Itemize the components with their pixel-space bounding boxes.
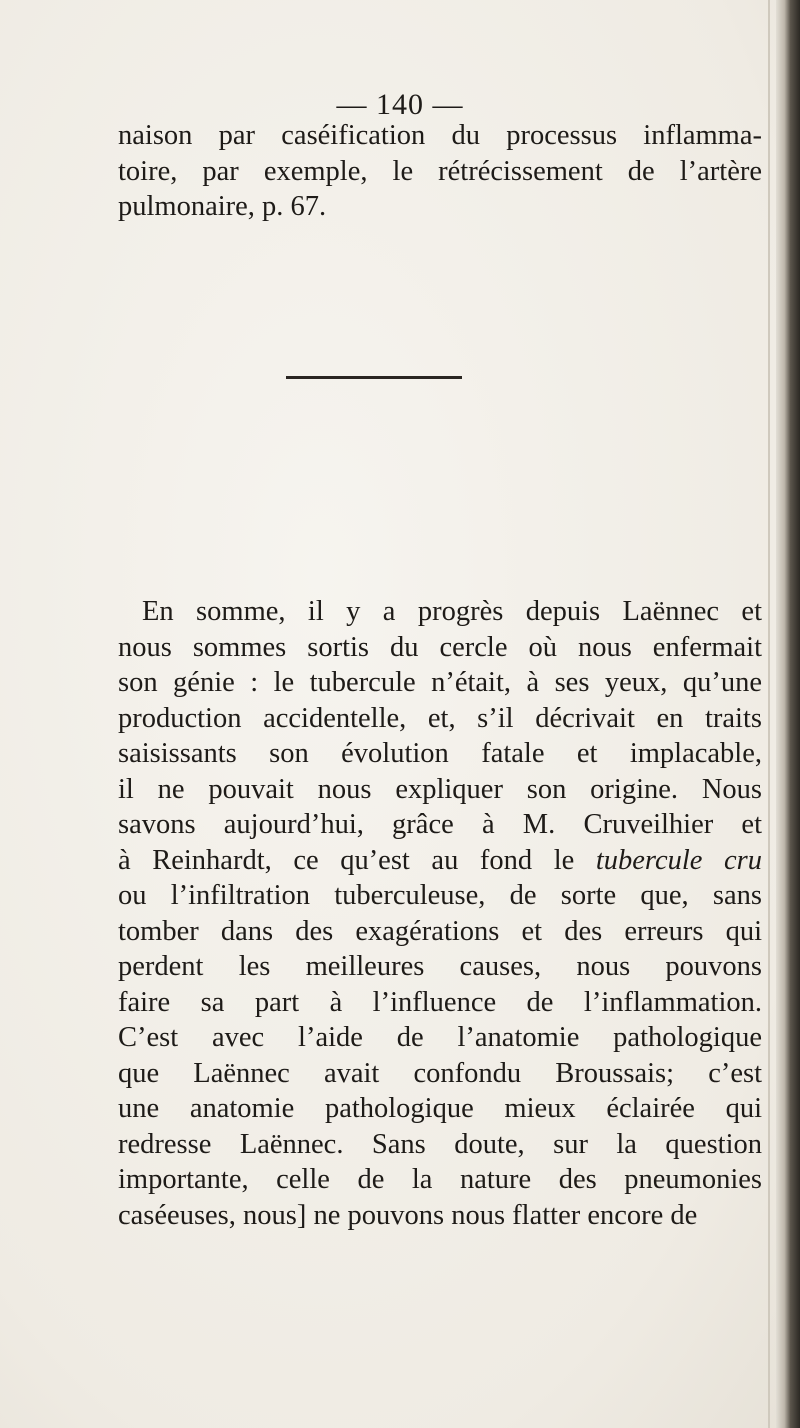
page-gutter-shadow <box>776 0 800 1428</box>
text-line: que Laënnec avait confondu Broussais; c’est <box>118 1057 762 1089</box>
text-line: pulmonaire, p. 67. <box>118 191 327 222</box>
text-line-with-italic <box>118 843 762 879</box>
italic-term: tubercule cru <box>595 844 762 876</box>
paragraph-main <box>118 594 762 1233</box>
text-line: C’est avec l’aide de l’anatomie pathologique <box>118 1022 762 1053</box>
text-line: naison par caséification du processus inflamma- <box>118 120 762 151</box>
page-edge-line <box>768 0 770 1428</box>
text-line: production accidentelle, et, s’il décrivait en traits <box>118 702 762 734</box>
text-line: tomber dans des exagérations et des erreurs qui <box>118 915 762 947</box>
text-line: saisissants son évolution fatale et implacable, <box>118 738 762 769</box>
text-line: ou l’infiltration tuberculeuse, de sorte que, sans <box>118 880 762 911</box>
text-line: caséeuses, nous] ne pouvons nous flatter encore de <box>118 1199 698 1231</box>
paragraph-continuation <box>118 118 762 225</box>
text-line: une anatomie pathologique mieux éclairée qui <box>118 1093 762 1124</box>
text-segment: à Reinhardt, ce qu’est au fond le <box>118 844 575 876</box>
text-line: il ne pouvait nous expliquer son origine. Nous <box>118 773 762 805</box>
text-line: perdent les meilleures causes, nous pouvons <box>118 951 762 982</box>
text-line: faire sa part à l’influence de l’inflammation. <box>118 986 762 1018</box>
text-line: En somme, il y a progrès depuis Laënnec et <box>142 596 762 627</box>
text-line: toire, par exemple, le rétrécissement de l’artère <box>118 155 762 187</box>
text-line: redresse Laënnec. Sans doute, sur la question <box>118 1128 762 1160</box>
text-line: son génie : le tubercule n’était, à ses yeux, qu’une <box>118 667 762 698</box>
page-number: — 140 — <box>336 88 464 121</box>
text-line: savons aujourd’hui, grâce à M. Cruveilhier et <box>118 809 762 840</box>
section-divider-rule <box>286 376 462 379</box>
text-line: nous sommes sortis du cercle où nous enfermait <box>118 631 762 663</box>
text-line: importante, celle de la nature des pneumonies <box>118 1164 762 1195</box>
